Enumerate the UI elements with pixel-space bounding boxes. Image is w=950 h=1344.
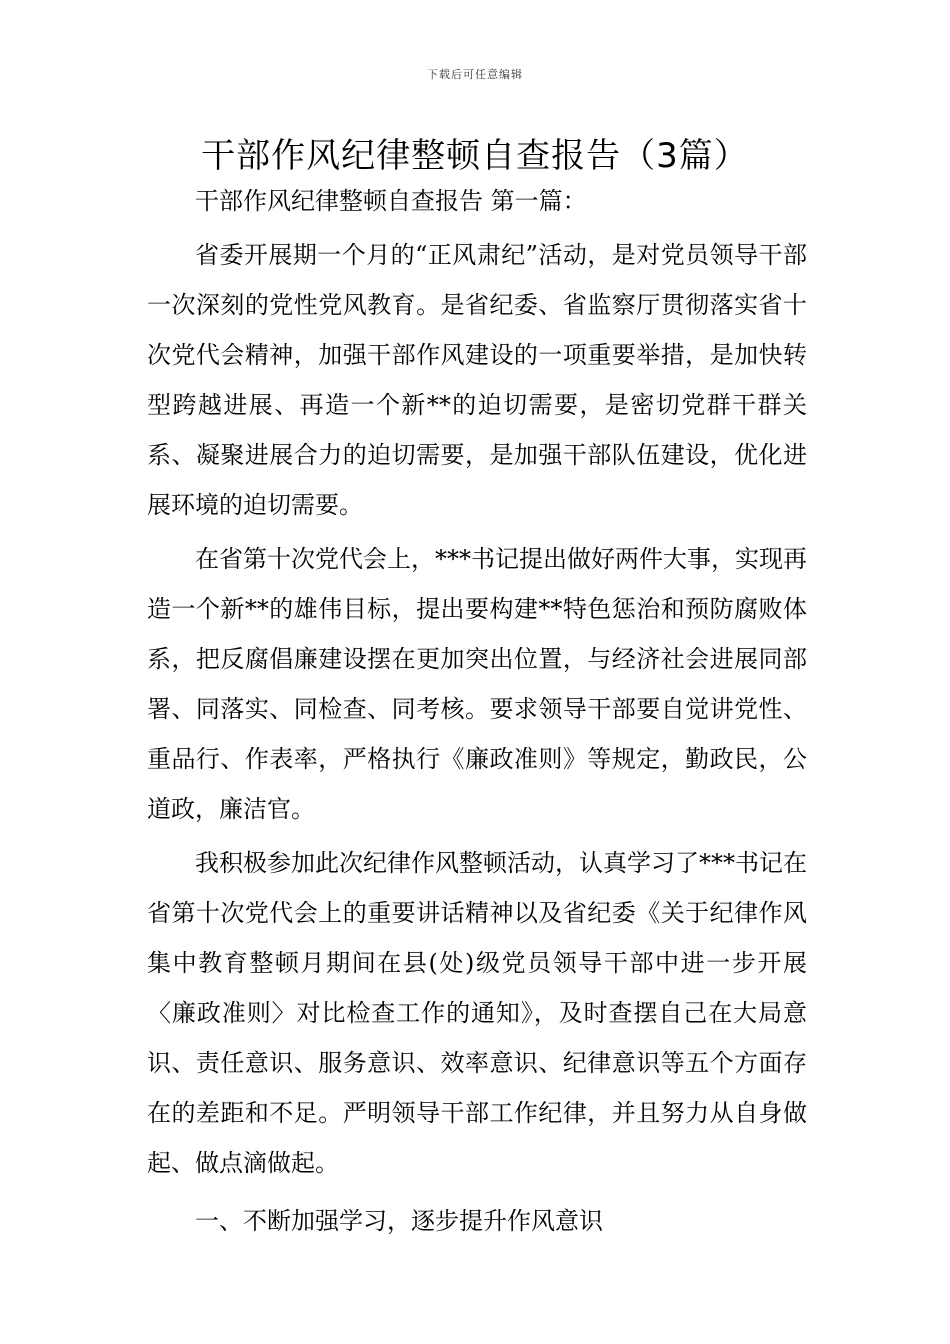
section-heading: 干部作风纪律整顿自查报告 第一篇： [195,187,587,215]
paragraph-2: 在省第十次党代会上，***书记提出做好两件大事，实现再造一个新**的雄伟目标，提出要构建**特色惩治和预防腐败体系，把反腐倡廉建设摆在更加突出位置，与经济社会进展同部署、同落实、同检查、同考核。要求领导干部要自觉讲党性、重品行、作表率，严格执行《廉政准则》等规定，勤政民，公道政，廉洁官。 [147,545,807,823]
document-body [147,180,807,1246]
document-title: 干部作风纪律整顿自查报告（3篇） [201,136,749,176]
paragraph-1: 省委开展期一个月的“正风肃纪”活动，是对党员领导干部一次深刻的党性党风教育。是省纪委、省监察厅贯彻落实省十次党代会精神，加强干部作风建设的一项重要举措，是加快转型跨越进展、再造一个新**的迫切需要，是密切党群干群关系、凝聚进展合力的迫切需要，是加强干部队伍建设，优化进展环境的迫切需要。 [147,241,807,519]
sub-heading-1: 一、不断加强学习，逐步提升作风意识 [195,1207,603,1235]
paragraph-3: 我积极参加此次纪律作风整顿活动，认真学习了***书记在省第十次党代会上的重要讲话精神以及省纪委《关于纪律作风集中教育整顿月期间在县(处)级党员领导干部中进一步开展〈廉政准则〉对比检查工作的通知》，及时查摆自己在大局意识、责任意识、服务意识、效率意识、纪律意识等五个方面存在的差距和不足。严明领导干部工作纪律，并且努力从自身做起、做点滴做起。 [147,849,807,1177]
header-note: 下载后可任意编辑 [427,68,523,81]
